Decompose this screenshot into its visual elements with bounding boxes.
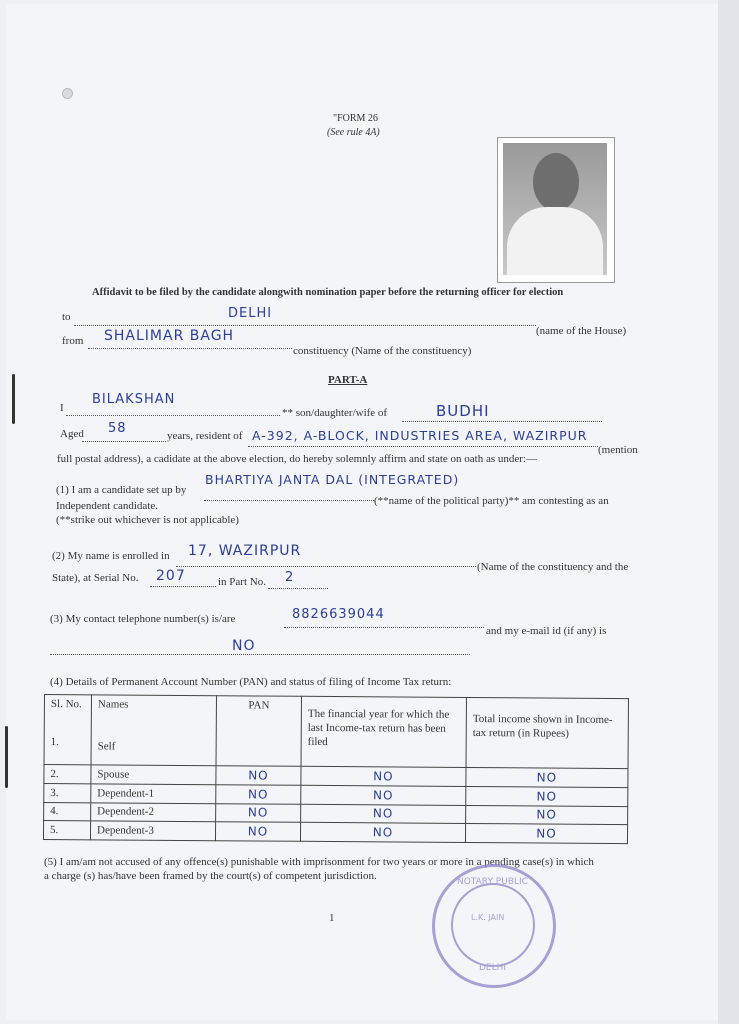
header-pan: PAN (216, 696, 301, 767)
part-number: 2 (285, 570, 295, 585)
postal-line: full postal address), a cadidate at the above election, do hereby solemnly affirm and state on oath as under:— (57, 453, 537, 465)
item-2-tail: (Name of the constituency and the (477, 561, 629, 573)
enrolled-value: 17, WAZIRPUR (188, 543, 302, 559)
from-label: from (62, 335, 84, 347)
strike-note: (**strike out whichever is not applicable) (56, 514, 239, 526)
house-value: DELHI (228, 306, 273, 321)
header-year: The financial year for which the last Income-tax return has been filed (301, 696, 466, 767)
stamp-text-top: NOTARY PUBLIC (457, 877, 528, 887)
party-value: BHARTIYA JANTA DAL (INTEGRATED) (205, 472, 460, 487)
candidate-photo (497, 137, 615, 283)
age-value: 58 (108, 421, 127, 436)
aged-label: Aged (60, 428, 84, 440)
table-row: 4. Dependent-2 NO NO NO (44, 802, 628, 825)
binder-clip (12, 374, 15, 424)
part-label: in Part No. (218, 576, 266, 588)
item-4-label: (4) Details of Permanent Account Number (PAN) and status of filing of Income Tax return: (50, 676, 452, 688)
state-label: State), at Serial No. (52, 572, 139, 584)
table-row: 2. Spouse NO NO NO (44, 765, 628, 788)
affidavit-intro: Affidavit to be filed by the candidate alongwith nomination paper before the returning officer for election (92, 287, 564, 298)
item-1-label: (1) I am a candidate set up by (56, 484, 187, 496)
part-a-title: PART-A (328, 374, 368, 386)
punch-hole (62, 88, 73, 99)
item-1-tail: (**name of the political party)** am contesting as an (374, 495, 609, 507)
resident-label: years, resident of (167, 430, 243, 442)
email-value: NO (232, 638, 256, 654)
pan-table (43, 694, 629, 844)
binder-clip (5, 726, 8, 788)
item-5-line-1: (5) I am/am not accused of any offence(s) punishable with imprisonment for two years or more in a pending case(s) in which (44, 856, 594, 868)
page-number: 1 (329, 912, 335, 924)
constituency-value: SHALIMAR BAGH (104, 328, 235, 344)
serial-number: 207 (156, 568, 186, 584)
phone-value: 8826639044 (292, 607, 385, 622)
header-income: Total income shown in Income-tax return (in Rupees) (466, 697, 628, 768)
email-label: and my e-mail id (if any) is (486, 625, 607, 637)
table-row: 5. Dependent-3 NO NO NO (43, 821, 627, 844)
to-label: to (62, 311, 71, 323)
page-edge (718, 0, 739, 1024)
header-names: Names Self (91, 695, 216, 766)
stamp-text-bottom: DELHI (479, 963, 507, 973)
relation-text: ** son/daughter/wife of (282, 407, 388, 419)
address-value: A-392, A-BLOCK, INDUSTRIES AREA, WAZIRPUR (252, 428, 588, 443)
rule-reference: (See rule 4A) (327, 127, 380, 138)
mention-note: (mention (598, 444, 638, 456)
table-row: 3. Dependent-1 NO NO NO (44, 783, 628, 806)
header-sl: Sl. No. 1. (44, 695, 91, 765)
notary-stamp (432, 864, 556, 988)
constituency-note: constituency (Name of the constituency) (293, 345, 472, 357)
candidate-name: BILAKSHAN (92, 392, 176, 407)
i-label: I (60, 402, 64, 414)
stamp-text-center: L.K. JAIN (471, 913, 505, 922)
item-2-label: (2) My name is enrolled in (52, 550, 170, 562)
item-5-line-2: a charge (s) has/have been framed by the court(s) of competent jurisdiction. (44, 870, 377, 882)
house-note: (name of the House) (536, 325, 627, 337)
form-title: "FORM 26 (333, 113, 378, 124)
item-3-label: (3) My contact telephone number(s) is/are (50, 613, 236, 625)
father-name: BUDHI (436, 402, 490, 420)
independent-text: Independent candidate. (56, 500, 159, 512)
